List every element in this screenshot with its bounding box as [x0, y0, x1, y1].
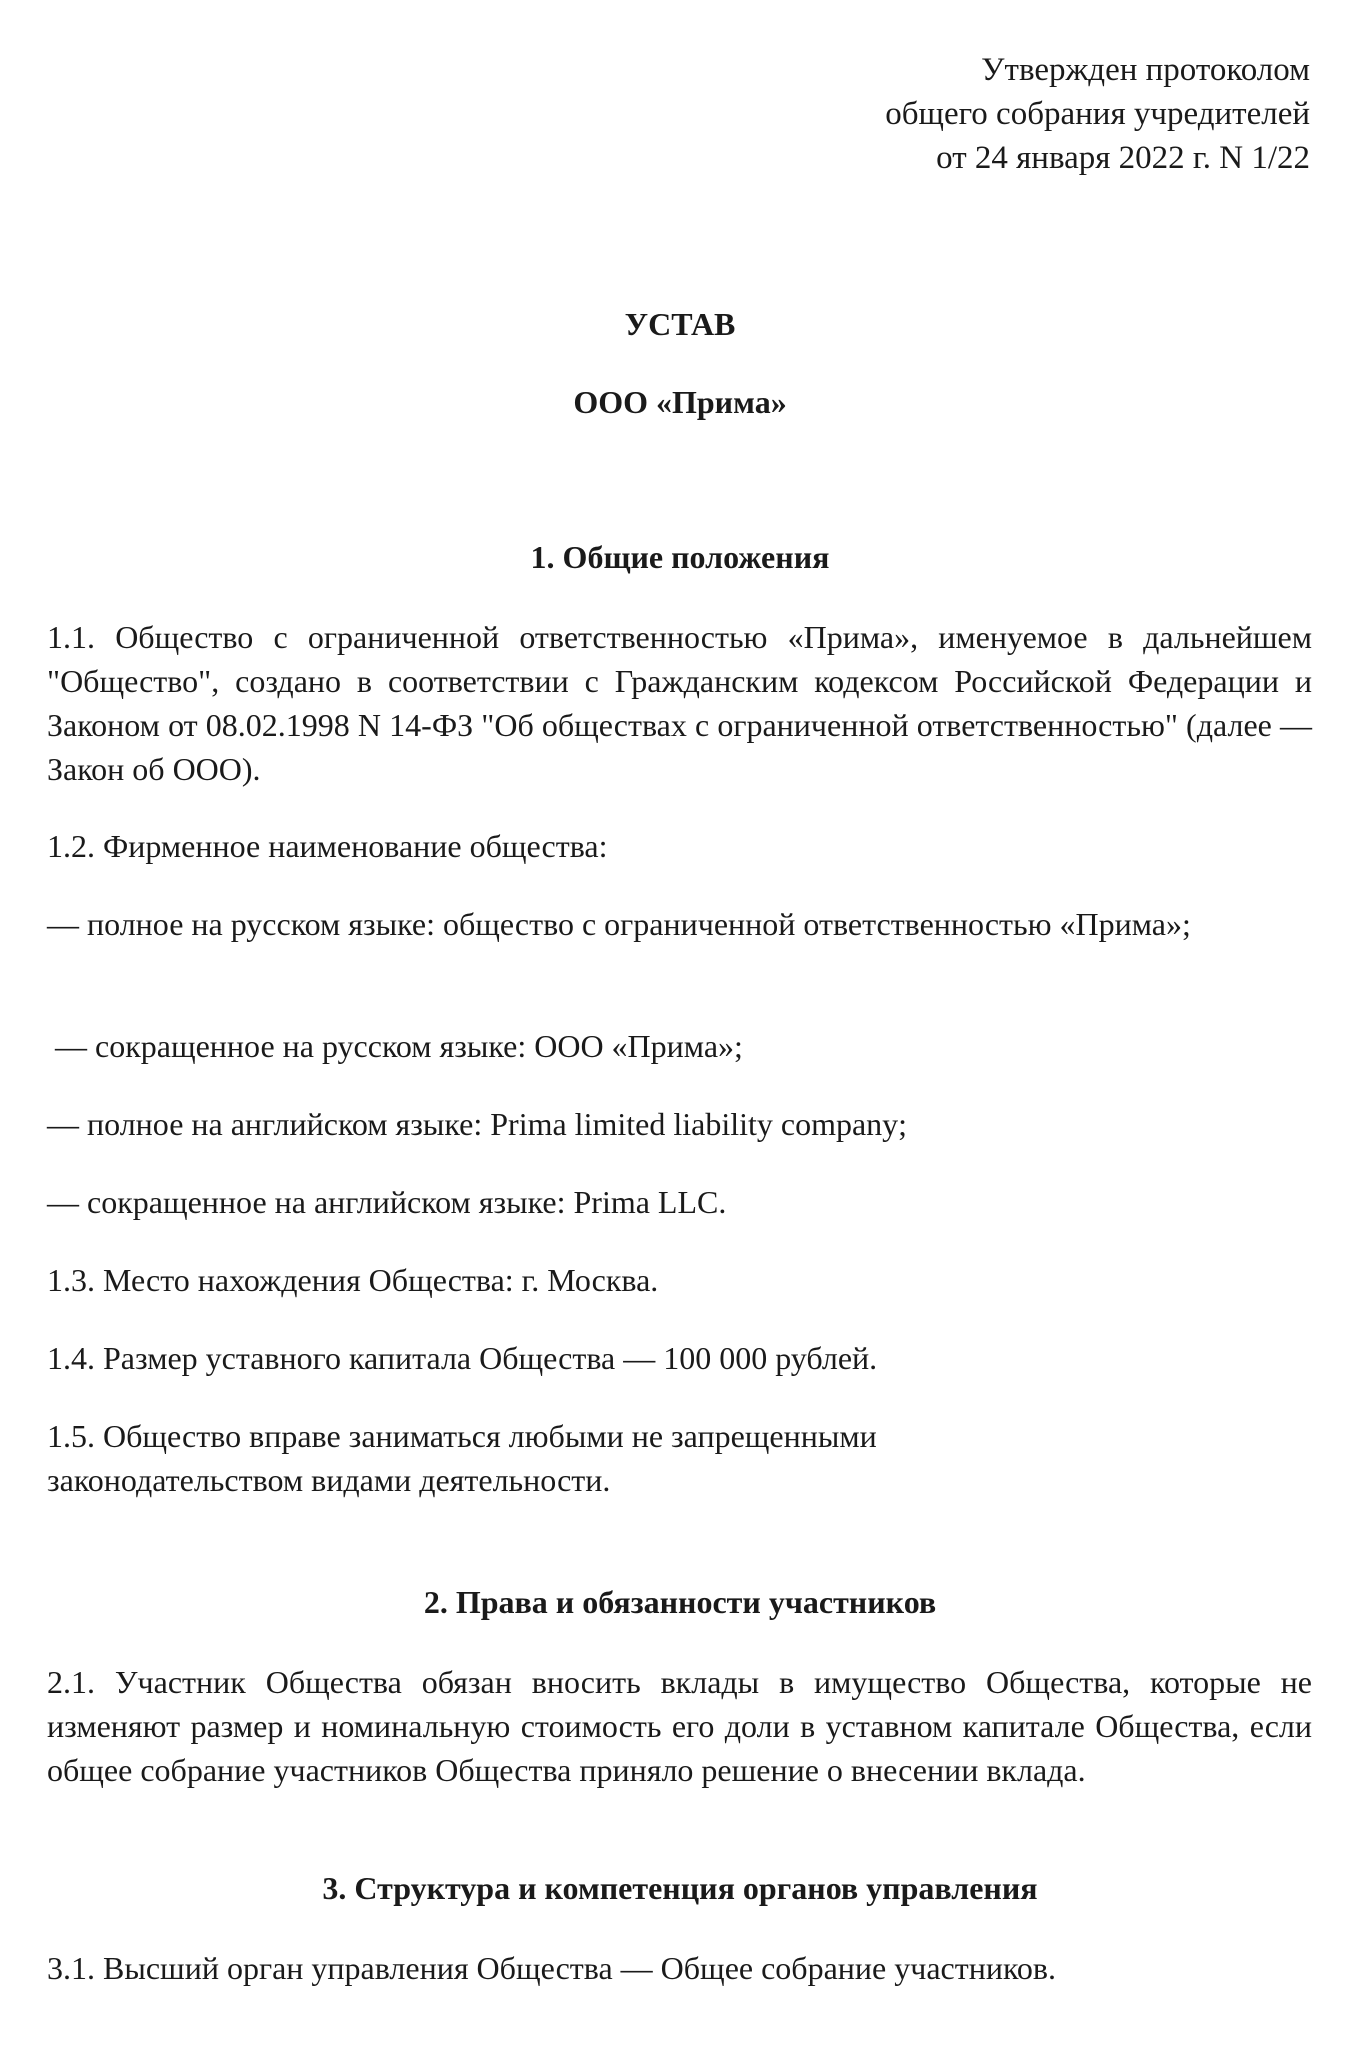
paragraph-2-1: 2.1. Участник Общества обязан вносить вклады в имущество Общества, которые не изменяют размер и номинальную стоимость его доли в уставном капитале Общества, если общее собрание участников Общества приняло решение о внесении вклада. [47, 1664, 1312, 1788]
company-title: ООО «Прима» [573, 384, 787, 420]
approval-line-2: общего собрания учредителей [885, 96, 1310, 132]
paragraph-1-2: 1.2. Фирменное наименование общества: [47, 828, 608, 864]
paragraph-1-3: 1.3. Место нахождения Общества: г. Москва. [47, 1262, 659, 1298]
paragraph-1-1: 1.1. Общество с ограниченной ответственностью «Прима», именуемое в дальнейшем "Общество", создано в соответствии с Гражданским кодексом Российской Федерации и Законом от 08.02.1998 N 14-ФЗ "Об обществах с ограниченной ответственностью" (далее — Закон об ООО). [47, 619, 1312, 787]
name-full-ru: — полное на русском языке: общество с ограниченной ответственностью «Прима»; [47, 906, 1191, 942]
paragraph-3-1: 3.1. Высший орган управления Общества — Общее собрание участников. [47, 1950, 1056, 1986]
name-short-en: — сокращенное на английском языке: Prima LLC. [47, 1184, 727, 1220]
document-title: УСТАВ [624, 306, 736, 342]
name-short-ru: — сокращенное на русском языке: ООО «Прима»; [47, 1028, 743, 1064]
approval-stamp [885, 48, 1310, 180]
section-2-heading: 2. Права и обязанности участников [423, 1584, 937, 1620]
section-1-heading: 1. Общие положения [530, 539, 830, 575]
section-3-heading: 3. Структура и компетенция органов управления [322, 1870, 1038, 1906]
name-full-en: — полное на английском языке: Prima limited liability company; [47, 1106, 908, 1142]
paragraph-1-5 [47, 1414, 1312, 1502]
approval-line-3: от 24 января 2022 г. N 1/22 [936, 140, 1310, 176]
paragraph-1-5-line-1: 1.5. Общество вправе заниматься любыми не запрещенными [47, 1418, 877, 1454]
approval-line-1: Утвержден протоколом [981, 52, 1310, 88]
paragraph-1-4: 1.4. Размер уставного капитала Общества — 100 000 рублей. [47, 1340, 878, 1376]
paragraph-1-5-line-2: законодательством видами деятельности. [47, 1462, 611, 1498]
